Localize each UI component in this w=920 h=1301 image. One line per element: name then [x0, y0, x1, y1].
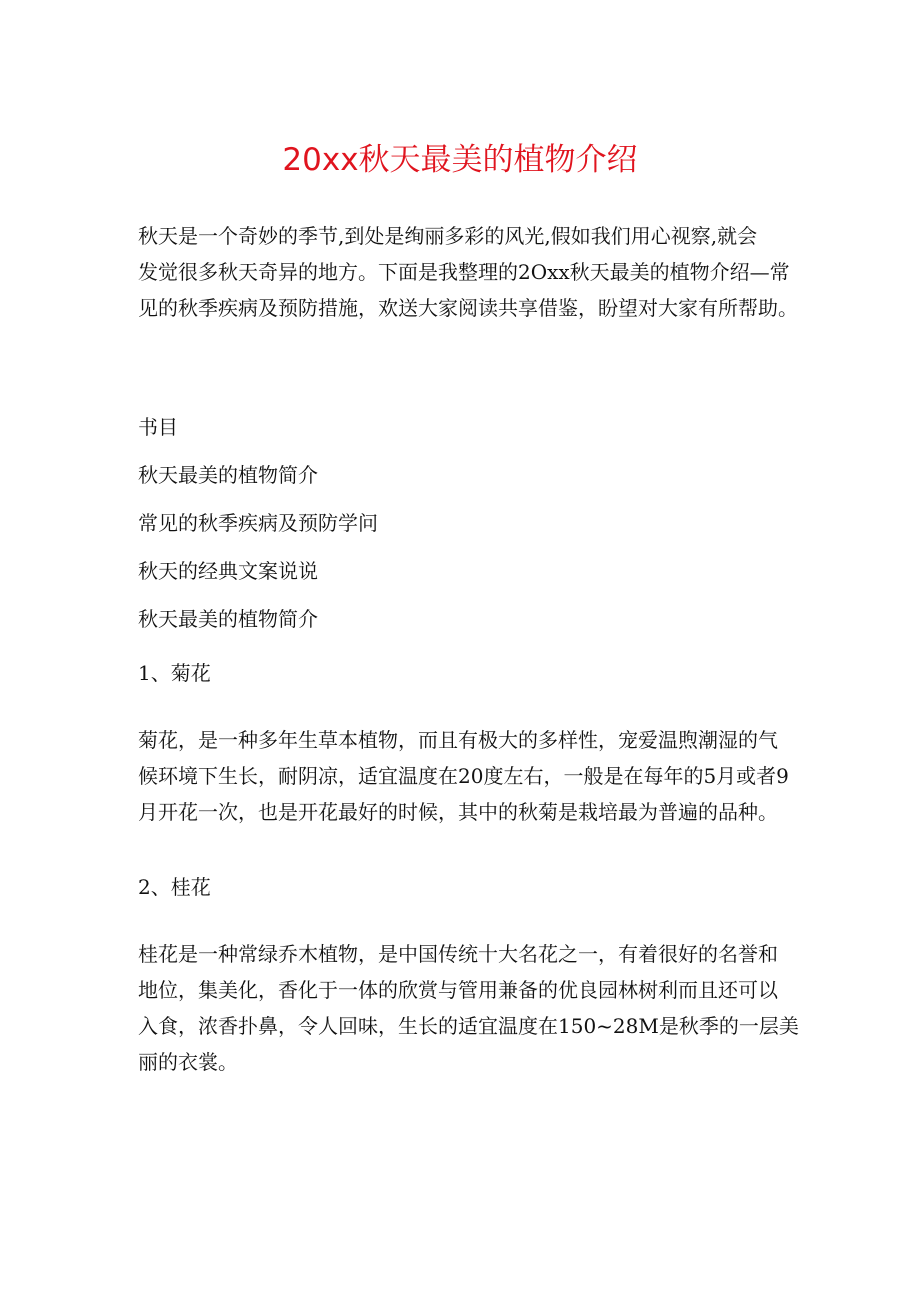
paragraph-line: 丽的衣裳。 [138, 1050, 238, 1074]
toc-heading: 书目 [138, 415, 178, 439]
paragraph-line: 地位，集美化，香化于一体的欣赏与管用兼备的优良园林树利而且还可以 [138, 978, 778, 1002]
intro-line: 发觉很多秋天奇异的地方。下面是我整理的2Oxx秋天最美的植物介绍—常 [138, 260, 790, 284]
section-title: 秋天最美的植物简介 [138, 607, 318, 631]
plant-heading-osmanthus: 2、桂花 [138, 875, 211, 899]
paragraph-line: 候环境下生长，耐阴凉，适宜温度在20度左右，一般是在每年的5月或者9 [138, 764, 789, 788]
plant-paragraph-osmanthus [138, 936, 798, 1080]
plant-paragraph-chrysanthemum [138, 722, 798, 830]
intro-paragraph [138, 218, 798, 326]
plant-heading-chrysanthemum: 1、菊花 [138, 661, 211, 685]
paragraph-line: 月开花一次，也是开花最好的时候，其中的秋菊是栽培最为普遍的品种。 [138, 800, 778, 824]
paragraph-line: 桂花是一种常绿乔木植物，是中国传统十大名花之一，有着很好的名誉和 [138, 942, 778, 966]
toc-item: 常见的秋季疾病及预防学问 [138, 511, 378, 535]
toc-item: 秋天最美的植物简介 [138, 463, 318, 487]
toc-item: 秋天的经典文案说说 [138, 559, 318, 583]
paragraph-line: 入食，浓香扑鼻，令人回味，生长的适宜温度在150~28M是秋季的一层美 [138, 1014, 799, 1038]
intro-line: 见的秋季疾病及预防措施，欢送大家阅读共享借鉴，盼望对大家有所帮助。 [138, 296, 798, 320]
intro-line: 秋天是一个奇妙的季节,到处是绚丽多彩的风光,假如我们用心视察,就会 [138, 224, 758, 248]
paragraph-line: 菊花，是一种多年生草本植物，而且有极大的多样性，宠爱温煦潮湿的气 [138, 728, 778, 752]
document-title: 20xx秋天最美的植物介绍 [282, 142, 638, 178]
